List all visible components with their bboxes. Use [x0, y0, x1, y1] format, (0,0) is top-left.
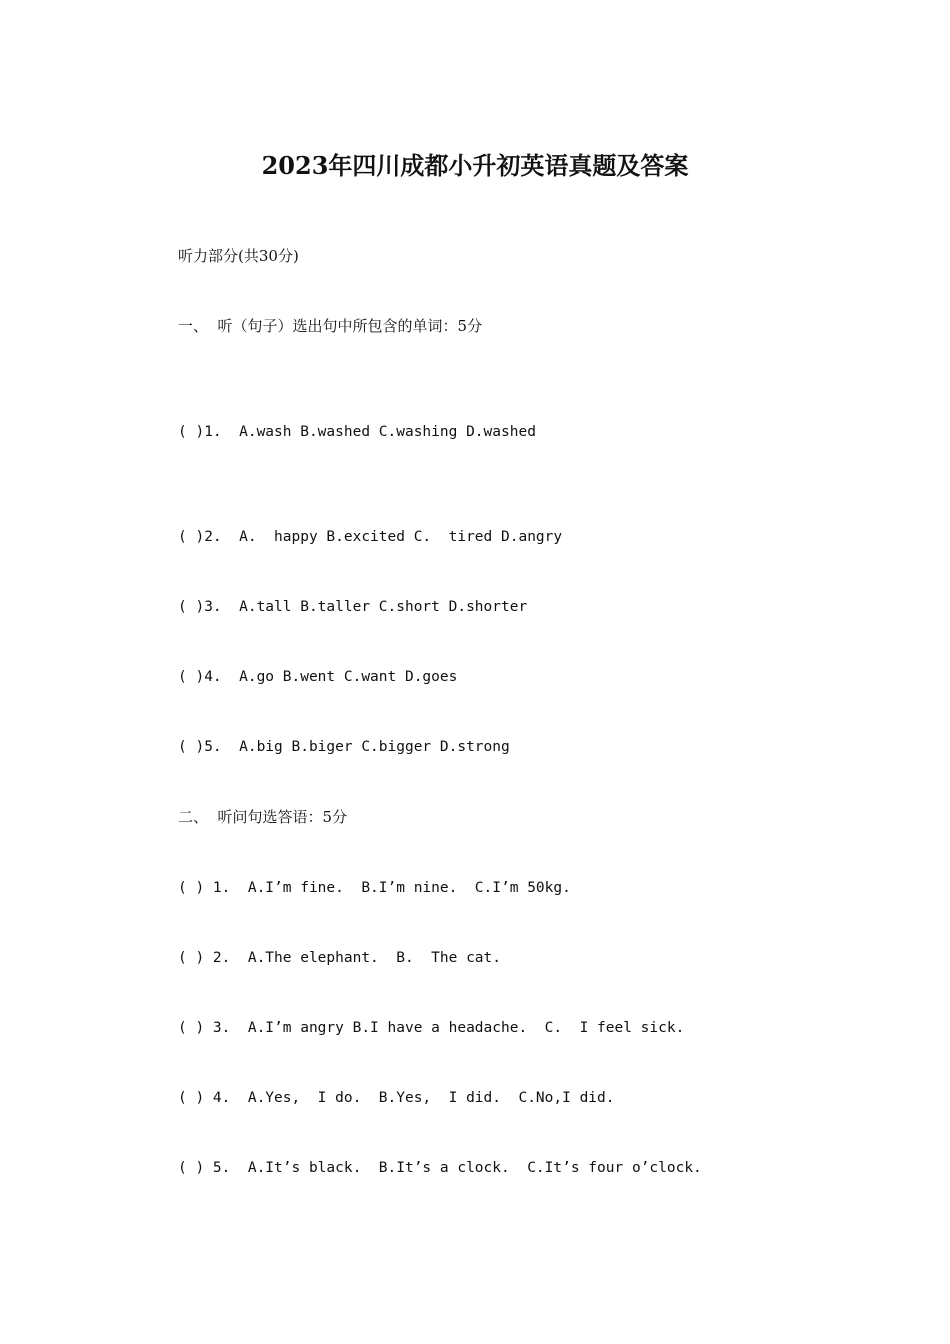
part1-question-2: ( )2. A. happy B.excited C. tired D.angry	[178, 529, 563, 545]
part2-question-2: ( ) 2. A.The elephant. B. The cat.	[178, 950, 502, 966]
part2-question-4: ( ) 4. A.Yes, I do. B.Yes, I did. C.No,I did.	[178, 1090, 615, 1106]
part1-question-3: ( )3. A.tall B.taller C.short D.shorter	[178, 599, 528, 615]
document-title: 2023年四川成都小升初英语真题及答案	[261, 151, 689, 180]
part2-heading: 二、 听问句选答语：5分	[178, 808, 348, 826]
section-label: 听力部分(共30分)	[178, 247, 299, 265]
part1-question-5: ( )5. A.big B.biger C.bigger D.strong	[178, 739, 510, 755]
part2-question-1: ( ) 1. A.I’m fine. B.I’m nine. C.I’m 50kg.	[178, 880, 571, 896]
part2-question-5: ( ) 5. A.It’s black. B.It’s a clock. C.It’s four o’clock.	[178, 1160, 702, 1176]
part2-question-3: ( ) 3. A.I’m angry B.I have a headache. C. I feel sick.	[178, 1020, 685, 1036]
part1-question-4: ( )4. A.go B.went C.want D.goes	[178, 669, 458, 685]
part1-question-1: ( )1. A.wash B.washed C.washing D.washed	[178, 424, 536, 440]
part1-heading: 一、 听（句子）选出句中所包含的单词：5分	[178, 317, 483, 335]
